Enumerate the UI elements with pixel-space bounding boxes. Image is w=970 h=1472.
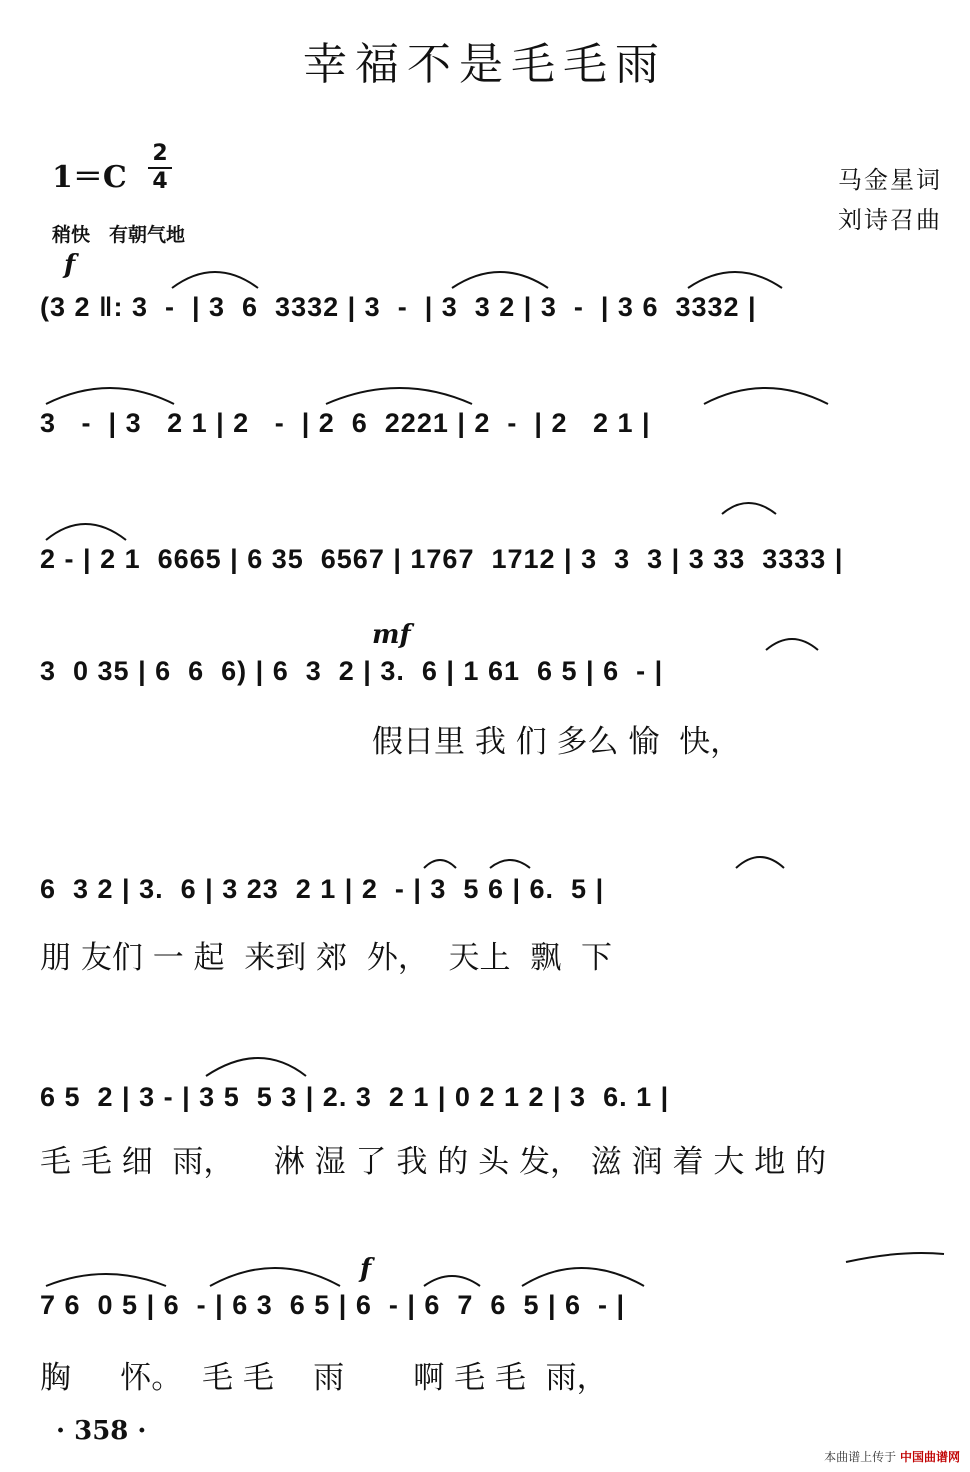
notation-line-2: 3 - | 3 2 1 | 2 - | 2 6 2221 | 2 - | 2 2 1 | xyxy=(40,408,651,438)
slur-12 xyxy=(736,857,784,868)
notation-line-6: 6 5 2 | 3 - | 3 5 5 3 | 2. 3 2 1 | 0 2 1 2 | 3 6. 1 | xyxy=(40,1082,670,1112)
composer-credit: 刘诗召曲 xyxy=(838,206,942,234)
key-signature: 1＝C xyxy=(52,160,127,195)
time-signature-top: 2 xyxy=(152,141,168,166)
slur-15 xyxy=(210,1268,340,1286)
lyrics-line-7: 胸 怀。 毛 毛 雨 啊 毛 毛 雨， xyxy=(40,1360,608,1396)
footer-credit xyxy=(824,1448,960,1465)
slur-2 xyxy=(452,272,548,288)
notation-line-1: (3 2 ‖: 3 - | 3 6 3332 | 3 - | 3 3 2 | 3 - | 3 6 3332 | xyxy=(40,292,757,322)
slur-6 xyxy=(704,388,828,404)
slur-1 xyxy=(172,272,258,288)
time-signature-bottom: 4 xyxy=(152,169,168,194)
slur-3 xyxy=(688,272,782,288)
footer-text: 本曲谱上传于 xyxy=(824,1450,897,1464)
slur-11 xyxy=(490,860,530,868)
notation-line-7: 7 6 0 5 | 6 - | 6 3 6 5 | 6 - | 6 7 6 5 | 6 - | xyxy=(40,1290,626,1320)
footer-brand: 中国曲谱网 xyxy=(899,1450,960,1464)
slur-5 xyxy=(326,388,472,404)
lyrics-line-4: 假日里 我 们 多么 愉 快， xyxy=(372,724,742,760)
slur-17 xyxy=(522,1268,644,1286)
notation-line-3: 2 - | 2 1 6665 | 6 35 6567 | 1767 1712 | 3 3 3 | 3 33 3333 | xyxy=(40,544,844,574)
dynamic-verse: mf xyxy=(372,620,411,650)
lyrics-line-6: 毛 毛 细 雨， 淋 湿 了 我 的 头 发， 滋 润 着 大 地 的 xyxy=(40,1144,827,1180)
tempo-marking: 稍快 有朝气地 xyxy=(52,224,186,246)
song-title: 幸福不是毛毛雨 xyxy=(303,39,667,90)
slur-4 xyxy=(46,388,174,404)
lyrics-line-5: 朋 友们 一 起 来到 郊 外， 天上 飘 下 xyxy=(40,940,612,976)
dynamic-intro: f xyxy=(64,250,76,280)
slur-10 xyxy=(424,860,456,868)
slur-7 xyxy=(46,524,126,540)
slur-8 xyxy=(722,503,776,514)
slur-16 xyxy=(424,1276,480,1286)
notation-line-4: 3 0 35 | 6 6 6) | 6 3 2 | 3. 6 | 1 61 6 5 | 6 - | xyxy=(40,656,664,686)
notation-line-5: 6 3 2 | 3. 6 | 3 23 2 1 | 2 - | 3 5 6 | 6. 5 | xyxy=(40,874,605,904)
slur-18 xyxy=(846,1253,944,1262)
dynamic-chorus: f xyxy=(360,1254,372,1284)
page-number: · 358 · xyxy=(56,1416,147,1446)
slur-13 xyxy=(206,1058,306,1076)
lyricist-credit: 马金星词 xyxy=(838,166,942,194)
slur-9 xyxy=(766,639,818,650)
slur-14 xyxy=(46,1274,166,1286)
